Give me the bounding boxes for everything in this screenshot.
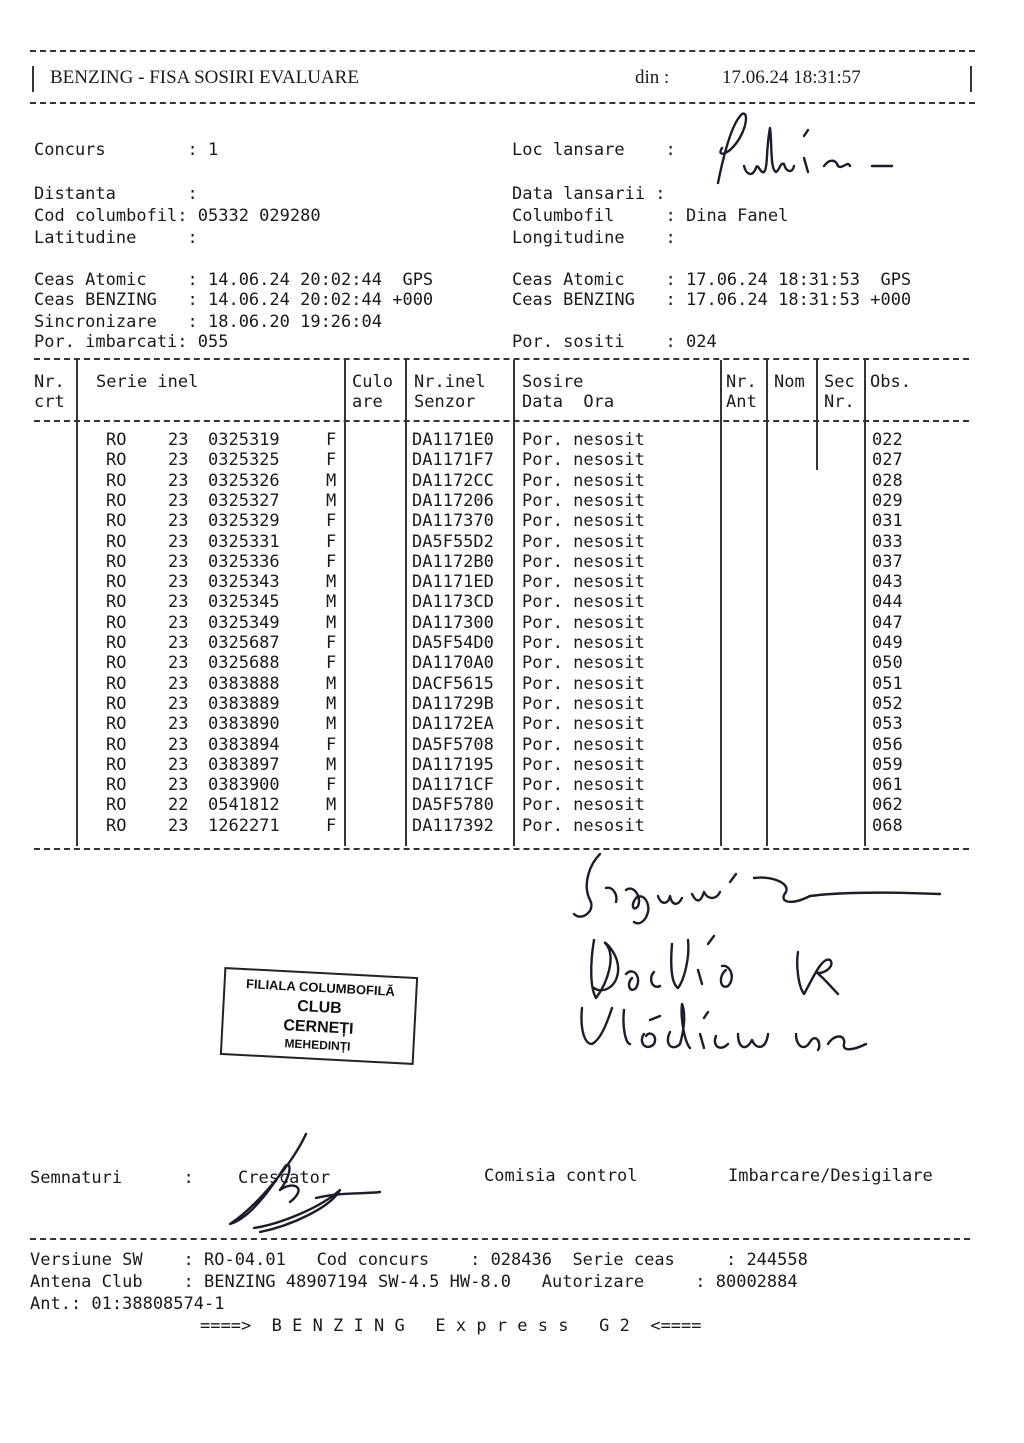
- cell-obs: 047: [872, 613, 903, 633]
- header-obs: Obs.: [870, 372, 911, 392]
- cell-ring: 0325327: [208, 491, 280, 511]
- cell-sensor: DA11729B: [412, 694, 494, 714]
- cell-ring: 0383894: [208, 735, 280, 755]
- cell-status: Por. nesosit: [522, 735, 645, 755]
- cell-obs: 052: [872, 694, 903, 714]
- cell-ring: 0383900: [208, 775, 280, 795]
- cell-obs: 061: [872, 775, 903, 795]
- cell-obs: 033: [872, 532, 903, 552]
- cell-year: 23: [168, 694, 189, 714]
- footer-brand: ====> B E N Z I N G E x p r e s s G 2 <====: [200, 1316, 702, 1336]
- cell-country: RO: [106, 491, 127, 511]
- cell-sensor: DA5F55D2: [412, 532, 494, 552]
- cell-country: RO: [106, 613, 127, 633]
- cell-obs: 028: [872, 471, 903, 491]
- cell-status: Por. nesosit: [522, 430, 645, 450]
- cell-ring: 0383897: [208, 755, 280, 775]
- cell-status: Por. nesosit: [522, 795, 645, 815]
- cell-sensor: DA117392: [412, 816, 494, 836]
- header-sosire: Sosire Data Ora: [522, 372, 615, 412]
- footer-top-border: [30, 1238, 970, 1240]
- cell-ring: 0325343: [208, 572, 280, 592]
- cell-ring: 0325326: [208, 471, 280, 491]
- cell-year: 23: [168, 613, 189, 633]
- cell-year: 23: [168, 552, 189, 572]
- semnaturi-label: Semnaturi :: [30, 1168, 194, 1188]
- cell-sex: M: [326, 572, 337, 592]
- cell-sensor: DA5F5708: [412, 735, 494, 755]
- cell-ring: 0325325: [208, 450, 280, 470]
- cell-status: Por. nesosit: [522, 450, 645, 470]
- cell-ring: 0383890: [208, 714, 280, 734]
- stamp-line-3: CERNEȚI: [282, 1017, 354, 1038]
- cell-country: RO: [106, 572, 127, 592]
- cell-sex: F: [326, 653, 337, 673]
- footer-line-2: Antena Club : BENZING 48907194 SW-4.5 HW-8.0 Autorizare : 80002884: [30, 1272, 798, 1292]
- cell-year: 23: [168, 674, 189, 694]
- cell-country: RO: [106, 755, 127, 775]
- cell-sex: M: [326, 694, 337, 714]
- cell-ring: 0383888: [208, 674, 280, 694]
- header-bottom-border: [30, 102, 975, 104]
- header-datetime: 17.06.24 18:31:57: [722, 67, 861, 88]
- cell-status: Por. nesosit: [522, 491, 645, 511]
- header-nr-ant: Nr. Ant: [726, 372, 757, 412]
- cell-year: 23: [168, 430, 189, 450]
- cell-sensor: DACF5615: [412, 674, 494, 694]
- cell-sensor: DA1172CC: [412, 471, 494, 491]
- cell-obs: 031: [872, 511, 903, 531]
- date-label: din :: [635, 67, 670, 88]
- cell-country: RO: [106, 552, 127, 572]
- crescator-label: Crescator: [238, 1168, 331, 1188]
- cell-year: 23: [168, 816, 189, 836]
- cell-sex: M: [326, 755, 337, 775]
- cell-country: RO: [106, 592, 127, 612]
- cell-country: RO: [106, 694, 127, 714]
- cell-year: 23: [168, 471, 189, 491]
- cell-ring: 0541812: [208, 795, 280, 815]
- header-top-border: [30, 50, 975, 52]
- concurs-field: Concurs : 1: [34, 140, 219, 160]
- stamp-line-1: FILIALA COLUMBOFILĂ: [245, 976, 396, 999]
- cell-sensor: DA117300: [412, 613, 494, 633]
- imbarcare-label: Imbarcare/Desigilare: [728, 1166, 933, 1186]
- cell-sex: M: [326, 592, 337, 612]
- cell-year: 23: [168, 775, 189, 795]
- cell-status: Por. nesosit: [522, 532, 645, 552]
- header-serie-inel: Serie inel: [96, 372, 199, 392]
- cell-status: Por. nesosit: [522, 592, 645, 612]
- cell-obs: 068: [872, 816, 903, 836]
- cell-year: 23: [168, 714, 189, 734]
- cell-sensor: DA1171E0: [412, 430, 494, 450]
- cell-sex: F: [326, 552, 337, 572]
- cell-ring: 0325688: [208, 653, 280, 673]
- cell-country: RO: [106, 532, 127, 552]
- cell-country: RO: [106, 795, 127, 815]
- cell-ring: 0325329: [208, 511, 280, 531]
- por-sositi-field: Por. sositi : 024: [512, 332, 717, 352]
- cell-ring: 0325349: [208, 613, 280, 633]
- cell-ring: 0383889: [208, 694, 280, 714]
- cell-sex: M: [326, 795, 337, 815]
- cell-sensor: DA1171CF: [412, 775, 494, 795]
- cell-obs: 049: [872, 633, 903, 653]
- col-divider: [816, 360, 818, 470]
- cell-obs: 029: [872, 491, 903, 511]
- cell-status: Por. nesosit: [522, 511, 645, 531]
- table-header-border: [34, 420, 969, 422]
- cell-year: 23: [168, 532, 189, 552]
- table-top-border: [34, 358, 969, 360]
- columbofil-field: Columbofil : Dina Fanel: [512, 206, 789, 226]
- cell-sensor: DA117370: [412, 511, 494, 531]
- cell-sex: M: [326, 471, 337, 491]
- cell-status: Por. nesosit: [522, 552, 645, 572]
- cell-obs: 056: [872, 735, 903, 755]
- cell-ring: 0325336: [208, 552, 280, 572]
- cell-year: 23: [168, 735, 189, 755]
- cell-ring: 0325345: [208, 592, 280, 612]
- cell-obs: 062: [872, 795, 903, 815]
- header-sec-nr: Sec Nr.: [824, 372, 855, 412]
- cell-ring: 0325319: [208, 430, 280, 450]
- cell-status: Por. nesosit: [522, 613, 645, 633]
- latitudine-field: Latitudine :: [34, 228, 198, 248]
- cell-status: Por. nesosit: [522, 572, 645, 592]
- sincronizare-field: Sincronizare : 18.06.20 19:26:04: [34, 312, 382, 332]
- cell-country: RO: [106, 430, 127, 450]
- cell-sensor: DA5F5780: [412, 795, 494, 815]
- header-nr-inel-senzor: Nr.inel Senzor: [414, 372, 486, 412]
- loc-lansare-handwriting: [700, 108, 910, 188]
- cell-sex: M: [326, 613, 337, 633]
- cell-country: RO: [106, 653, 127, 673]
- cell-obs: 043: [872, 572, 903, 592]
- col-divider: [76, 360, 78, 846]
- cell-year: 23: [168, 572, 189, 592]
- cell-sensor: DA1170A0: [412, 653, 494, 673]
- cell-ring: 0325687: [208, 633, 280, 653]
- cell-country: RO: [106, 633, 127, 653]
- loc-lansare-field: Loc lansare :: [512, 140, 676, 160]
- cell-year: 22: [168, 795, 189, 815]
- ceas-benzing-right: Ceas BENZING : 17.06.24 18:31:53 +000: [512, 290, 912, 310]
- cell-sex: F: [326, 450, 337, 470]
- col-divider: [864, 360, 866, 846]
- cell-sensor: DA1172B0: [412, 552, 494, 572]
- cell-sensor: DA117206: [412, 491, 494, 511]
- header-nom: Nom: [774, 372, 805, 392]
- cell-ring: 1262271: [208, 816, 280, 836]
- cell-sex: F: [326, 775, 337, 795]
- cell-country: RO: [106, 775, 127, 795]
- cell-obs: 022: [872, 430, 903, 450]
- cell-status: Por. nesosit: [522, 755, 645, 775]
- cell-sensor: DA1171F7: [412, 450, 494, 470]
- cell-sex: F: [326, 430, 337, 450]
- cell-obs: 050: [872, 653, 903, 673]
- col-divider: [766, 360, 768, 846]
- cell-sex: M: [326, 674, 337, 694]
- cell-year: 23: [168, 450, 189, 470]
- cell-status: Por. nesosit: [522, 775, 645, 795]
- cell-obs: 051: [872, 674, 903, 694]
- cell-year: 23: [168, 491, 189, 511]
- cell-country: RO: [106, 471, 127, 491]
- col-divider: [344, 360, 346, 846]
- cell-status: Por. nesosit: [522, 653, 645, 673]
- header-nr-crt: Nr. crt: [34, 372, 65, 412]
- cell-ring: 0325331: [208, 532, 280, 552]
- cod-columbofil-field: Cod columbofil: 05332 029280: [34, 206, 321, 226]
- cell-country: RO: [106, 450, 127, 470]
- cell-sex: F: [326, 511, 337, 531]
- cell-country: RO: [106, 816, 127, 836]
- cell-year: 23: [168, 511, 189, 531]
- longitudine-field: Longitudine :: [512, 228, 676, 248]
- cell-country: RO: [106, 714, 127, 734]
- stamp-line-2: CLUB: [296, 997, 343, 1018]
- cell-sex: M: [326, 491, 337, 511]
- header-culoare: Culo are: [352, 372, 393, 412]
- footer-line-3: Ant.: 01:38808574-1: [30, 1294, 225, 1314]
- ceas-atomic-left: Ceas Atomic : 14.06.24 20:02:44 GPS: [34, 270, 434, 290]
- cell-year: 23: [168, 653, 189, 673]
- distanta-field: Distanta :: [34, 184, 198, 204]
- comisia-label: Comisia control: [484, 1166, 638, 1186]
- cell-year: 23: [168, 592, 189, 612]
- col-divider: [720, 360, 722, 846]
- cell-obs: 044: [872, 592, 903, 612]
- page-title: BENZING - FISA SOSIRI EVALUARE: [50, 67, 359, 88]
- cell-sex: F: [326, 735, 337, 755]
- cell-country: RO: [106, 735, 127, 755]
- por-imbarcati-field: Por. imbarcati: 055: [34, 332, 229, 352]
- data-lansarii-field: Data lansarii :: [512, 184, 666, 204]
- cell-obs: 053: [872, 714, 903, 734]
- club-stamp: [220, 967, 418, 1065]
- cell-status: Por. nesosit: [522, 471, 645, 491]
- cell-sex: F: [326, 816, 337, 836]
- col-divider: [405, 360, 407, 846]
- cell-sex: F: [326, 532, 337, 552]
- cell-sex: M: [326, 714, 337, 734]
- cell-obs: 027: [872, 450, 903, 470]
- cell-sensor: DA117195: [412, 755, 494, 775]
- cell-status: Por. nesosit: [522, 633, 645, 653]
- stamp-line-4: MEHEDINȚI: [284, 1036, 351, 1054]
- cell-status: Por. nesosit: [522, 694, 645, 714]
- cell-sensor: DA1173CD: [412, 592, 494, 612]
- cell-country: RO: [106, 674, 127, 694]
- cell-sex: F: [326, 633, 337, 653]
- ceas-benzing-left: Ceas BENZING : 14.06.24 20:02:44 +000: [34, 290, 434, 310]
- cell-sensor: DA5F54D0: [412, 633, 494, 653]
- col-divider: [513, 360, 515, 846]
- cell-status: Por. nesosit: [522, 816, 645, 836]
- cell-country: RO: [106, 511, 127, 531]
- ceas-atomic-right: Ceas Atomic : 17.06.24 18:31:53 GPS: [512, 270, 912, 290]
- header-left-border: [32, 66, 34, 92]
- footer-line-1: Versiune SW : RO-04.01 Cod concurs : 028436 Serie ceas : 244558: [30, 1250, 808, 1270]
- cell-obs: 059: [872, 755, 903, 775]
- cell-sensor: DA1172EA: [412, 714, 494, 734]
- cell-status: Por. nesosit: [522, 674, 645, 694]
- header-right-border: [970, 66, 972, 92]
- cell-obs: 037: [872, 552, 903, 572]
- cell-sensor: DA1171ED: [412, 572, 494, 592]
- crescator-signature: [220, 1128, 390, 1238]
- cell-year: 23: [168, 633, 189, 653]
- cell-year: 23: [168, 755, 189, 775]
- cell-status: Por. nesosit: [522, 714, 645, 734]
- handwritten-names: [560, 848, 960, 1098]
